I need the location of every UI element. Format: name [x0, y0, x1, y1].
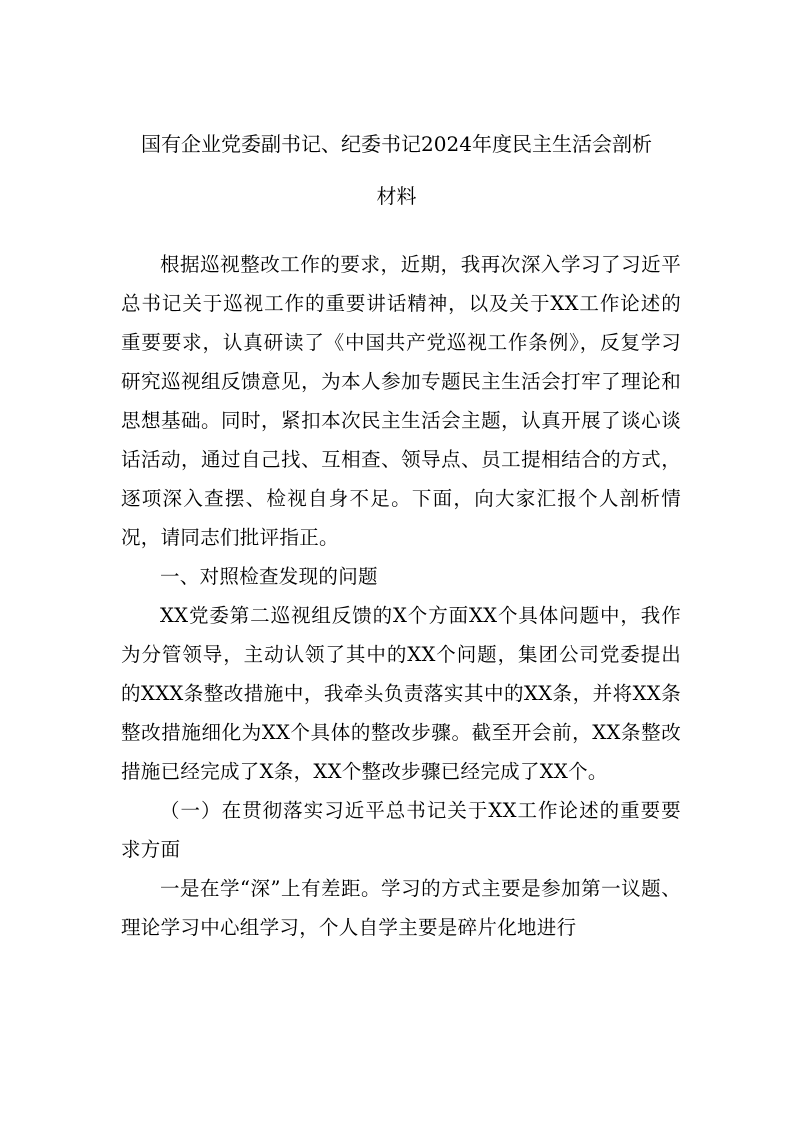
- document-title-line2: 材料: [376, 184, 417, 208]
- subsection-heading-1: （一）在贯彻落实习近平总书记关于XX工作论述的重要要求方面: [121, 799, 681, 861]
- document-title-line1: 国有企业党委副书记、纪委书记2024年度民主生活会剖析: [141, 132, 652, 156]
- paragraph-intro: 根据巡视整改工作的要求，近期，我再次深入学习了习近平总书记关于巡视工作的重要讲话精神，以及关于XX工作论述的重要要求，认真研读了《中国共产党巡视工作条例》，反复学习研究巡视组反馈意见，为本人参加专题民主生活会打牢了理论和思想基础。同时，紧扣本次民主生活会主题，认真开展了谈心谈话活动，通过自己找、互相查、领导点、员工提相结合的方式，逐项深入查摆、检视自身不足。下面，向大家汇报个人剖析情况，请同志们批评指正。: [121, 253, 681, 549]
- paragraph-problems: XX党委第二巡视组反馈的X个方面XX个具体问题中，我作为分管领导，主动认领了其中的XX个问题，集团公司党委提出的XXX条整改措施中，我牵头负责落实其中的XX条，并将XX条整改措施细化为XX个具体的整改步骤。截至开会前，XX条整改措施已经完成了X条，XX个整改步骤已经完成了XX个。: [121, 604, 681, 783]
- document-body: [121, 245, 681, 947]
- paragraph-study-gap: 一是在学“深”上有差距。学习的方式主要是参加第一议题、理论学习中心组学习，个人自学主要是碎片化地进行: [121, 877, 681, 939]
- section-heading-1: 一、对照检查发现的问题: [160, 565, 378, 588]
